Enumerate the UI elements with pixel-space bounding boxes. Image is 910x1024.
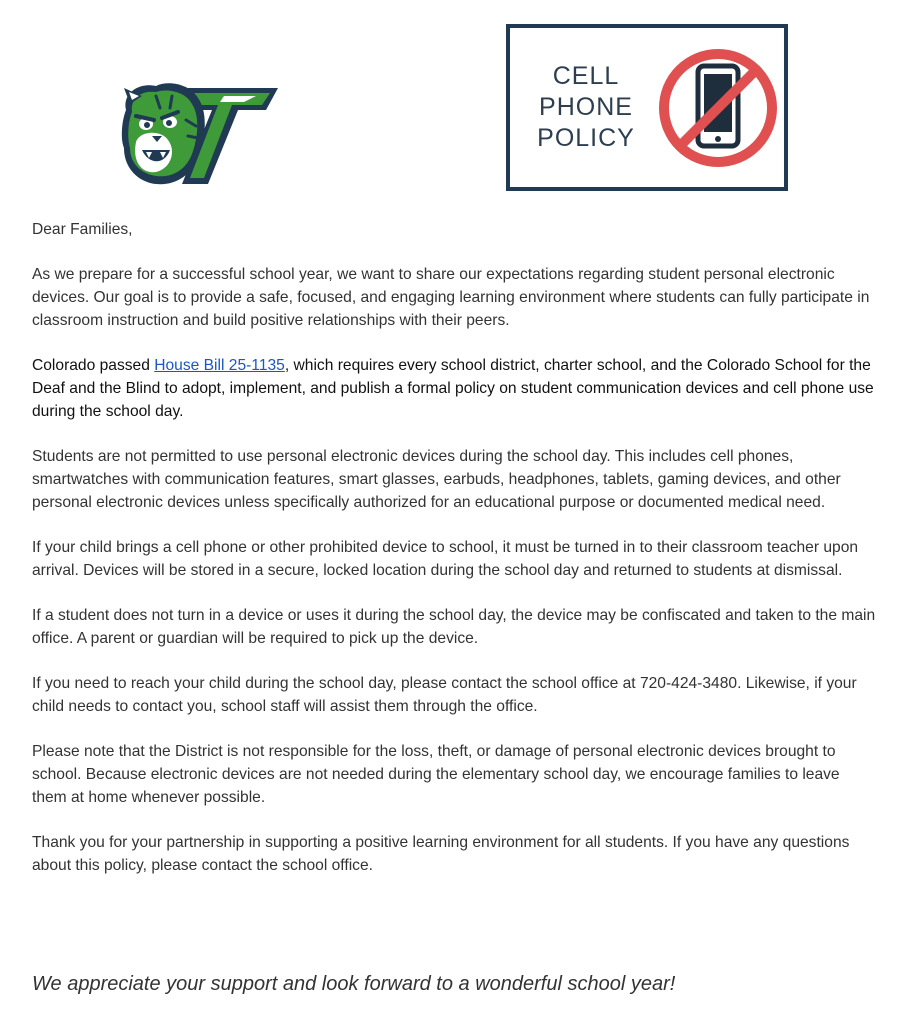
policy-title-line: POLICY	[537, 124, 635, 152]
house-bill-link[interactable]: House Bill 25-1135	[154, 357, 285, 374]
paragraph-contact: If you need to reach your child during the school day, please contact the school office at 720-424-3480. Likewise, if your child needs to contact you, school staff will assist them through the office.	[32, 675, 857, 715]
salutation: Dear Families,	[32, 221, 133, 238]
paragraph-thank-you: Thank you for your partnership in supporting a positive learning environment for all students. If you have any questions about this policy, please contact the school office.	[32, 834, 850, 874]
paragraph-responsibility: Please note that the District is not responsible for the loss, theft, or damage of personal electronic devices brought to school. Because electronic devices are not needed during the elementary school day, we encourage families to leave them at home whenever possible.	[32, 743, 840, 806]
house-bill-text-after: , which requires every school district, charter school, and the Colorado School for the Deaf and the Blind to adopt, implement, and publish a formal policy on student communication devices and cell phone use during the school day.	[32, 357, 874, 420]
cell-phone-policy-graphic	[506, 24, 788, 191]
letter-body	[32, 218, 877, 899]
paragraph-prohibited-devices: Students are not permitted to use personal electronic devices during the school day. This includes cell phones, smartwatches with communication features, smart glasses, earbuds, headphones, tablets, gaming devices, and other personal electronic devices unless specifically authorized for an educational purpose or documented medical need.	[32, 448, 841, 511]
tiger-mascot-logo-icon	[116, 80, 282, 190]
closing-line: We appreciate your support and look forward to a wonderful school year!	[32, 973, 676, 995]
paragraph-device-storage: If your child brings a cell phone or other prohibited device to school, it must be turned in to their classroom teacher upon arrival. Devices will be stored in a secure, locked location during the school day and returned to students at dismissal.	[32, 539, 859, 579]
no-cell-phone-icon	[654, 44, 782, 172]
policy-title-line: PHONE	[539, 93, 633, 121]
paragraph-intro: As we prepare for a successful school year, we want to share our expectations regarding student personal electronic devices. Our goal is to provide a safe, focused, and engaging learning environment where students can fully participate in classroom instruction and build positive relationships with their peers.	[32, 266, 870, 329]
paragraph-house-bill	[32, 354, 877, 423]
policy-title-line: CELL	[552, 62, 620, 90]
letter-header	[0, 0, 910, 210]
house-bill-text-before: Colorado passed	[32, 357, 155, 374]
paragraph-confiscation: If a student does not turn in a device or uses it during the school day, the device may be confiscated and taken to the main office. A parent or guardian will be required to pick up the device.	[32, 607, 876, 647]
policy-title	[526, 61, 646, 154]
